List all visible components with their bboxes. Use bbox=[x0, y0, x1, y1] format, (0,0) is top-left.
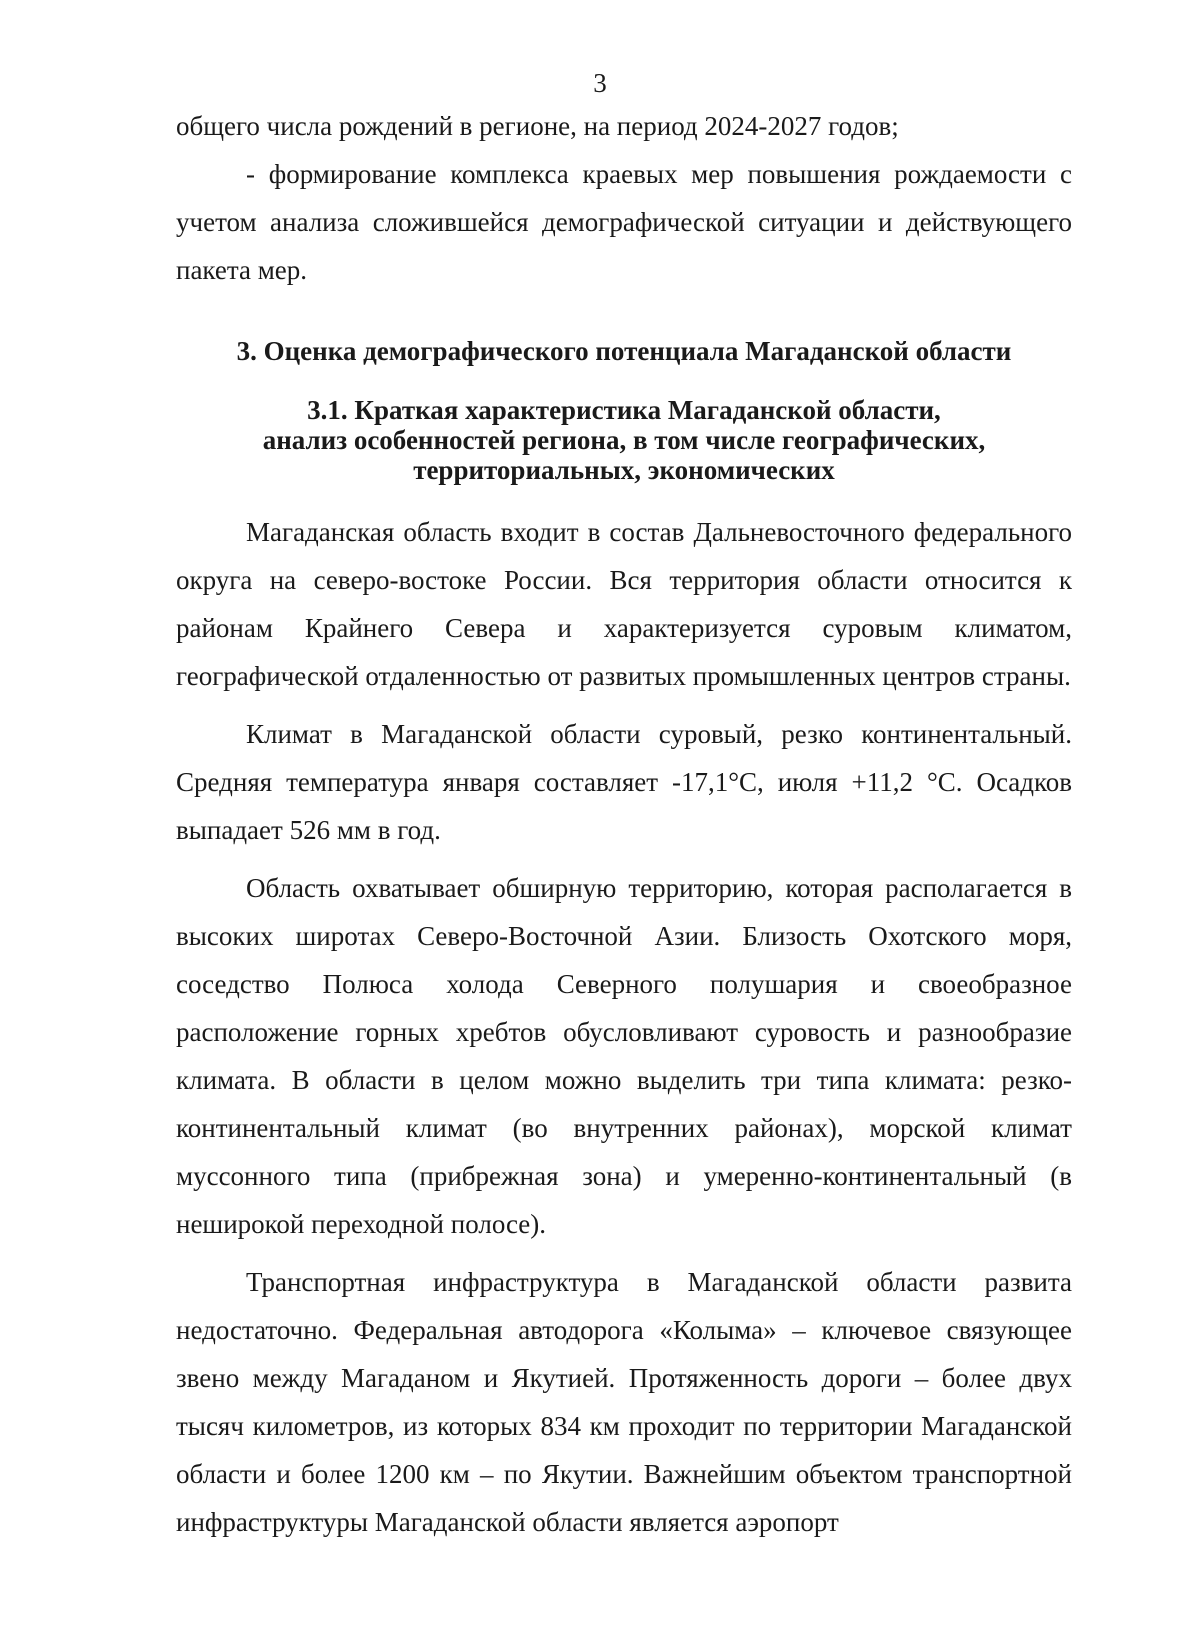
body-text bbox=[176, 508, 1072, 1546]
section-heading: 3. Оценка демографического потенциала Магаданской области bbox=[236, 336, 1012, 366]
paragraph-overview: Магаданская область входит в состав Дальневосточного федерального округа на северо-востоке России. Вся территория области относится к районам Крайнего Севера и характеризуется суровым климатом, географической отдаленностью от развитых промышленных центров страны. bbox=[176, 517, 1072, 691]
subsection-heading-line: 3.1. Краткая характеристика Магаданской области, bbox=[307, 395, 941, 425]
subsection-heading-line: территориальных, экономических bbox=[413, 455, 835, 485]
page-number: 3 bbox=[593, 68, 607, 98]
paragraph-climate: Климат в Магаданской области суровый, резко континентальный. Средняя температура января составляет -17,1°С, июля +11,2 °С. Осадков выпадает 526 мм в год. bbox=[176, 719, 1072, 845]
intro-block bbox=[176, 102, 1072, 294]
subsection-heading-line: анализ особенностей региона, в том числе географических, bbox=[262, 425, 986, 455]
paragraph-transport: Транспортная инфраструктура в Магаданской области развита недостаточно. Федеральная автодорога «Колыма» – ключевое связующее звено между Магаданом и Якутией. Протяженность дороги – более двух тысяч километров, из которых 834 км проходит по территории Магаданской области и более 1200 км – по Якутии. Важнейшим объектом транспортной инфраструктуры Магаданской области является аэропорт bbox=[176, 1267, 1072, 1537]
subsection-heading bbox=[176, 395, 1072, 485]
intro-continuation: общего числа рождений в регионе, на период 2024-2027 годов; bbox=[176, 111, 899, 141]
intro-bullet: - формирование комплекса краевых мер повышения рождаемости с учетом анализа сложившейся демографической ситуации и действующего пакета мер. bbox=[176, 159, 1072, 285]
paragraph-territory: Область охватывает обширную территорию, которая располагается в высоких широтах Северо-Восточной Азии. Близость Охотского моря, соседство Полюса холода Северного полушария и своеобразное расположение горных хребтов обусловливают суровость и разнообразие климата. В области в целом можно выделить три типа климата: резко-континентальный климат (во внутренних районах), морской климат муссонного типа (прибрежная зона) и умеренно-континентальный (в неширокой переходной полосе). bbox=[176, 873, 1072, 1239]
